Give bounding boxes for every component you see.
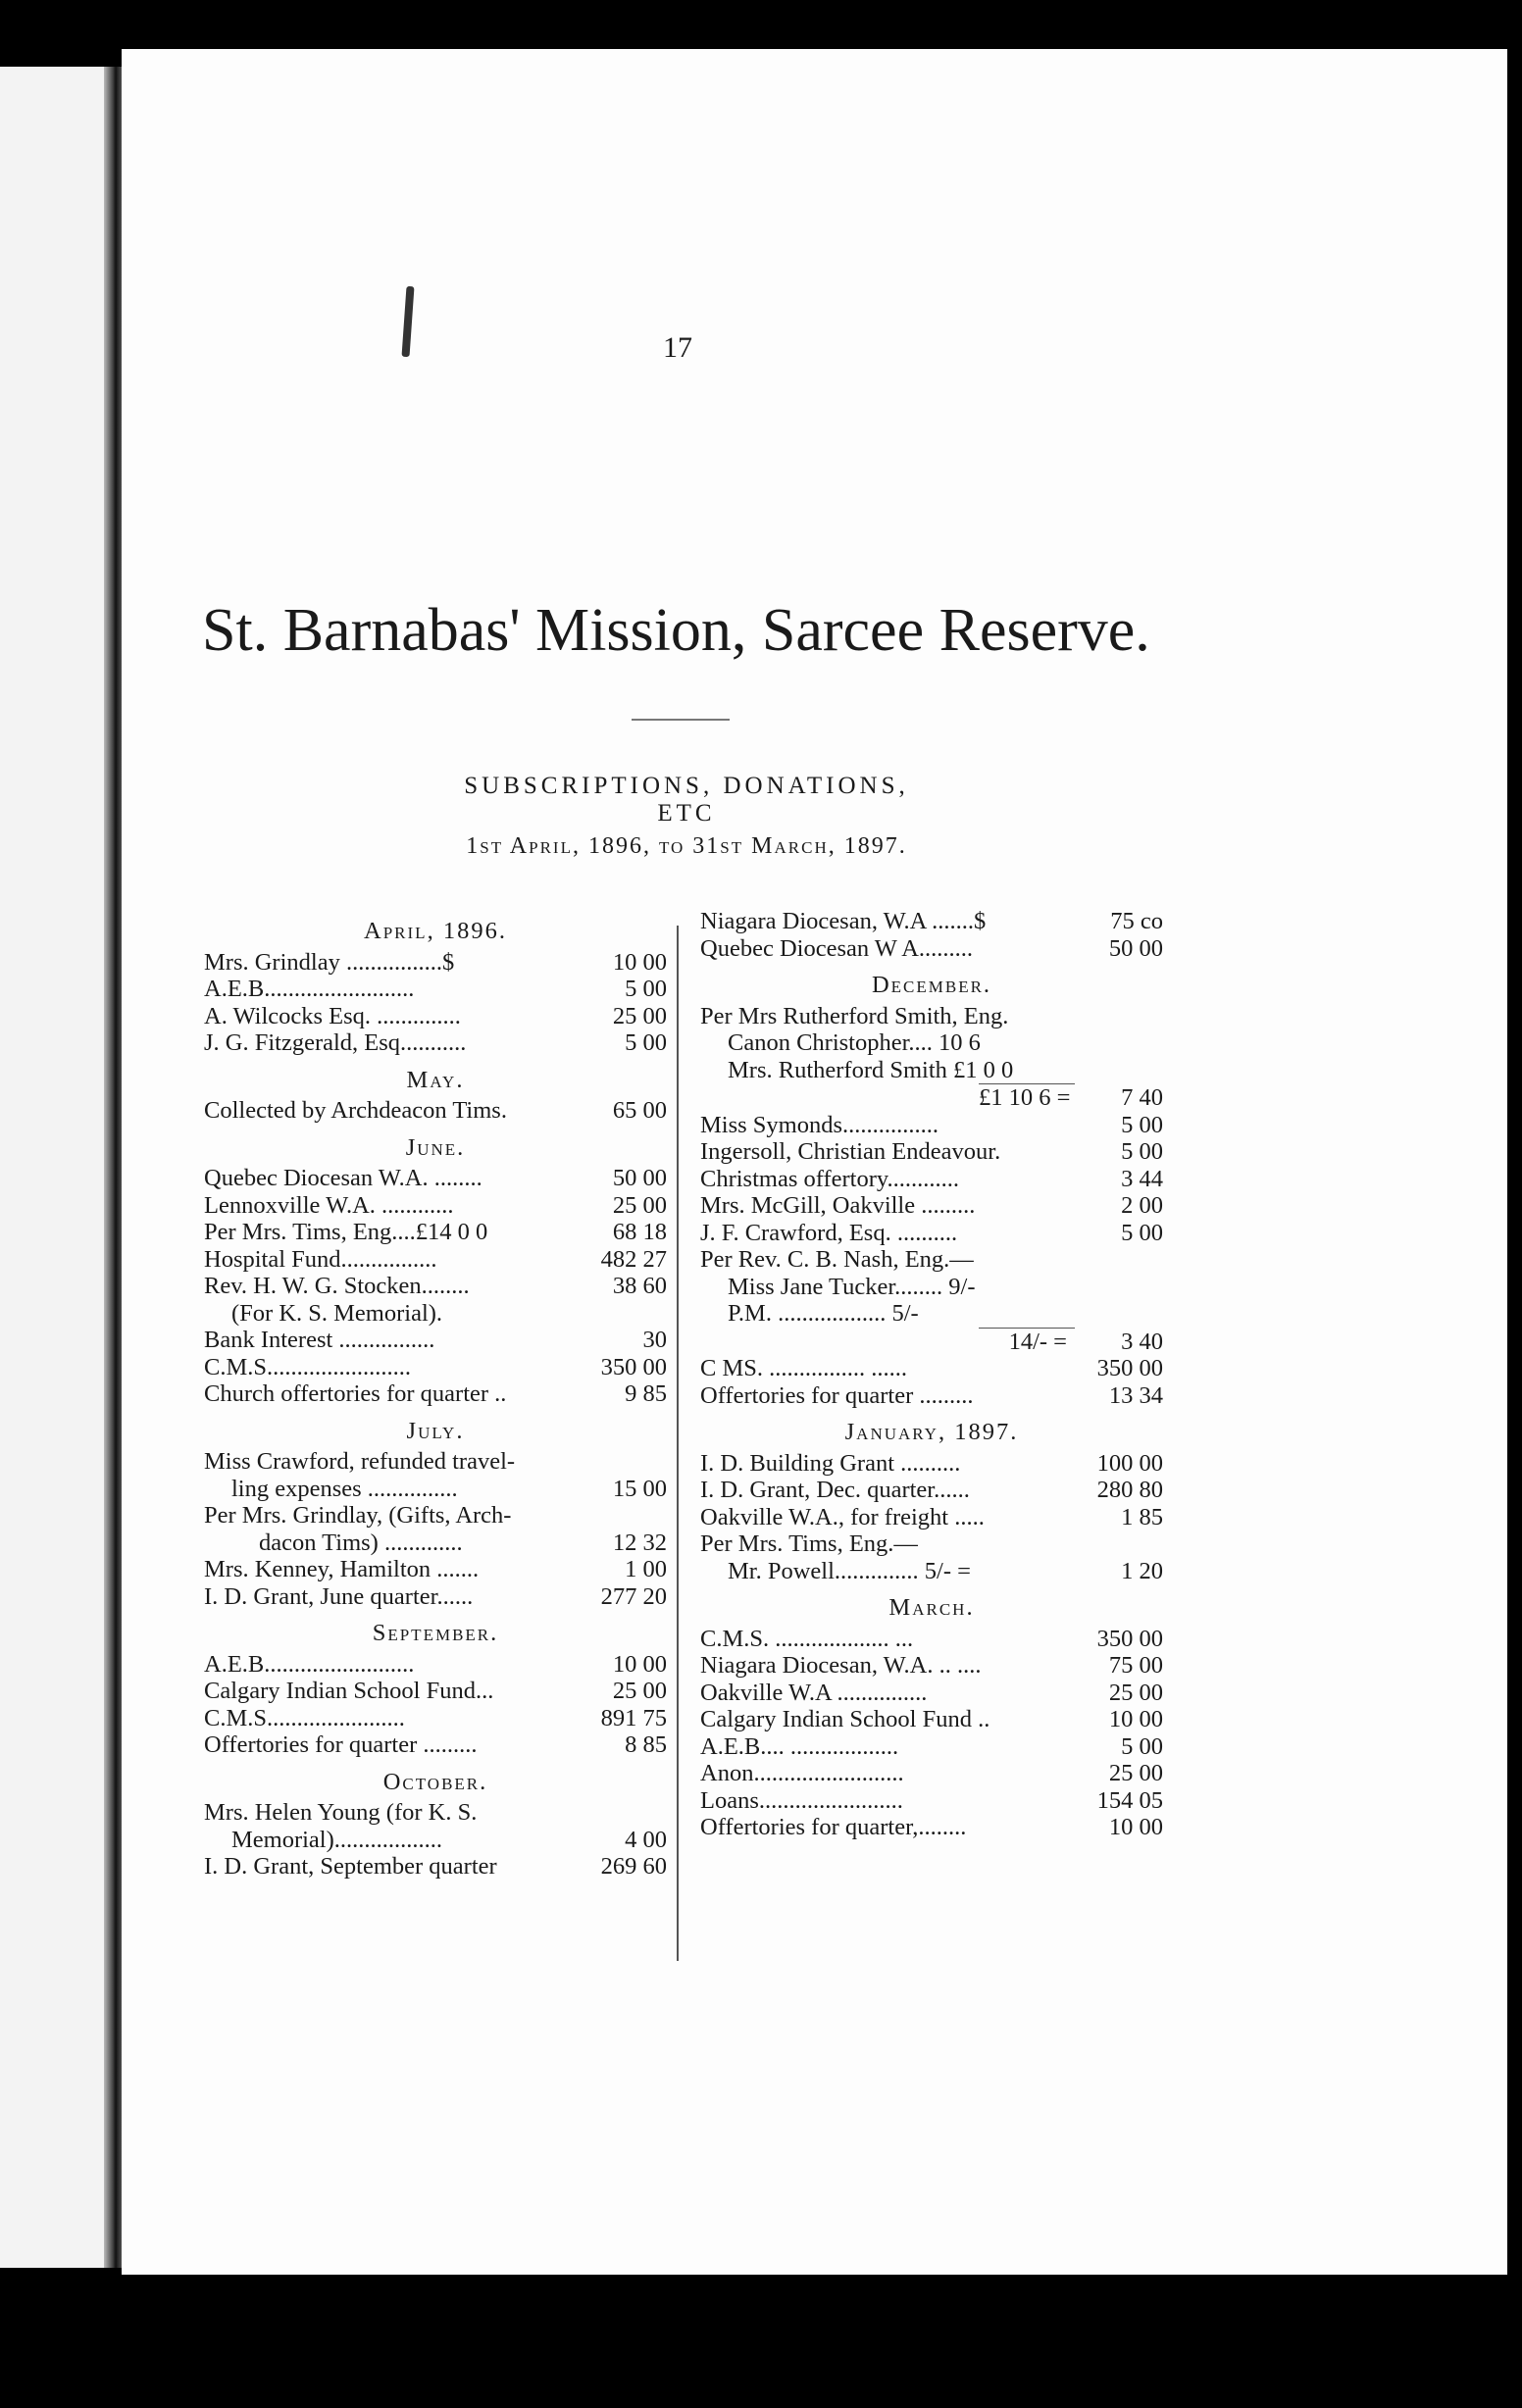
entry-label: Mrs. Kenney, Hamilton .......: [204, 1556, 480, 1582]
ledger-entry: [204, 1380, 667, 1408]
entry-label: Bank Interest ................: [204, 1327, 435, 1353]
entry-label: A.E.B.........................: [204, 1650, 415, 1678]
entry-amount: 350 00: [1096, 1625, 1163, 1652]
entry-amount: 5 00: [1121, 1138, 1163, 1165]
entry-label: I. D. Grant, June quarter......: [204, 1582, 474, 1610]
entry-amount: 15 00: [612, 1475, 667, 1502]
entry-amount: 3 40: [1121, 1328, 1163, 1355]
entry-label: Per Mrs. Tims, Eng.—: [700, 1530, 918, 1557]
entry-amount: 5 00: [1121, 1732, 1163, 1760]
entry-amount: 25 00: [1108, 1760, 1163, 1786]
ledger-entry: [700, 1450, 1163, 1478]
entry-label: Mrs. Rutherford Smith £1 0 0: [728, 1056, 1014, 1083]
entry-amount: 10 00: [612, 1650, 667, 1678]
entry-label: Loans........................: [700, 1786, 903, 1814]
entry-label: Lennoxville W.A. ............: [204, 1191, 454, 1219]
entry-amount: 8 85: [625, 1731, 667, 1758]
section-heading: SUBSCRIPTIONS, DONATIONS, ETC: [464, 773, 909, 827]
entry-label: Mrs. Helen Young (for K. S.: [204, 1799, 478, 1826]
entry-label: A.E.B.... ..................: [700, 1732, 899, 1760]
entry-label: Memorial)..................: [231, 1826, 443, 1853]
ledger-entry: [204, 1731, 667, 1759]
entry-amount: 2 00: [1121, 1192, 1163, 1219]
ledger-entry: [204, 1219, 667, 1246]
entry-amount: 277 20: [600, 1582, 667, 1610]
entry-amount: 30: [642, 1327, 667, 1353]
ledger-section-heading: March.: [888, 1594, 975, 1621]
ledger-entry: [204, 1678, 667, 1705]
ledger-entry: [204, 1651, 667, 1679]
ledger-entry: [204, 1448, 667, 1476]
entry-label: I. D. Grant, September quarter: [204, 1853, 497, 1880]
entry-label: Offertories for quarter,........: [700, 1814, 967, 1840]
entry-amount: 1 00: [625, 1556, 667, 1582]
entry-label: Oakville W.A ...............: [700, 1679, 928, 1706]
entry-label: dacon Tims) .............: [259, 1529, 463, 1556]
ledger-entry: [204, 1799, 667, 1827]
entry-label: Calgary Indian School Fund ..: [700, 1706, 990, 1732]
left-ledger-column: [204, 908, 667, 1881]
entry-amount: 10 00: [1108, 1706, 1163, 1732]
entry-amount: 482 27: [600, 1245, 667, 1273]
entry-label: Christmas offertory............: [700, 1165, 960, 1192]
ledger-entry: [700, 1382, 1163, 1410]
entry-label: C.M.S........................: [204, 1353, 412, 1380]
ledger-entry: [700, 1814, 1163, 1841]
ledger-entry: [700, 1328, 1163, 1356]
ledger-entry: [204, 1827, 667, 1854]
entry-amount: 154 05: [1096, 1786, 1163, 1814]
ledger-entry: [700, 935, 1163, 963]
ledger-entry: [700, 1083, 1163, 1112]
ledger-entry: [204, 1273, 667, 1300]
ledger-section-heading: April, 1896.: [364, 918, 507, 944]
entry-amount: 10 00: [1108, 1814, 1163, 1840]
book-gutter: [104, 67, 124, 2268]
ledger-entry: [204, 1530, 667, 1557]
entry-amount: 280 80: [1096, 1477, 1163, 1503]
entry-amount: 25 00: [612, 1191, 667, 1219]
ledger-entry: [204, 1300, 667, 1328]
entry-label: A. Wilcocks Esq. ..............: [204, 1002, 461, 1029]
ledger-entry: [700, 1477, 1163, 1504]
page-title: St. Barnabas' Mission, Sarcee Reserve.: [202, 597, 1150, 664]
ledger-entry: [700, 1274, 1163, 1301]
ledger-section-heading: December.: [871, 972, 992, 998]
entry-amount: 3 44: [1121, 1165, 1163, 1192]
ledger-entry: [700, 1626, 1163, 1653]
entry-label: I. D. Grant, Dec. quarter......: [700, 1477, 970, 1503]
entry-label: Per Mrs. Grindlay, (Gifts, Arch-: [204, 1502, 512, 1529]
entry-label: C.M.S.......................: [204, 1704, 405, 1731]
page-number: 17: [663, 331, 692, 364]
entry-amount: 25 00: [612, 1678, 667, 1704]
entry-label: Rev. H. W. G. Stocken........: [204, 1273, 470, 1299]
ledger-entry: [700, 1192, 1163, 1220]
ledger-entry: [204, 1165, 667, 1192]
entry-amount: 1 85: [1121, 1503, 1163, 1530]
entry-amount: 269 60: [600, 1853, 667, 1880]
entry-amount: 1 20: [1121, 1557, 1163, 1584]
entry-amount: 65 00: [612, 1097, 667, 1124]
ledger-entry: [700, 1558, 1163, 1585]
ledger-entry: [700, 1166, 1163, 1193]
entry-label: Quebec Diocesan W.A. ........: [204, 1165, 482, 1191]
ledger-entry: [700, 1787, 1163, 1815]
ledger-entry: [204, 1097, 667, 1125]
entry-label: Hospital Fund................: [204, 1245, 437, 1273]
entry-label: Niagara Diocesan, W.A. .. ....: [700, 1652, 982, 1679]
entry-label: Mr. Powell.............. 5/- =: [728, 1557, 971, 1584]
entry-label: Mrs. McGill, Oakville .........: [700, 1192, 976, 1219]
entry-label: (For K. S. Memorial).: [231, 1299, 443, 1327]
entry-amount: 50 00: [1108, 934, 1163, 962]
ledger-entry: [700, 1530, 1163, 1558]
entry-amount: 10 00: [612, 948, 667, 976]
ledger-entry: [204, 1327, 667, 1354]
entry-label: C.M.S. ................... ...: [700, 1625, 914, 1652]
ledger-entry: [700, 1504, 1163, 1531]
entry-amount: 5 00: [625, 976, 667, 1002]
entry-label: Mrs. Grindlay ................$: [204, 948, 455, 976]
entry-amount: 25 00: [612, 1002, 667, 1029]
ledger-entry: [700, 908, 1163, 935]
ledger-entry: [700, 1112, 1163, 1139]
ledger-entry: [204, 1476, 667, 1503]
entry-label: Miss Symonds................: [700, 1111, 939, 1138]
entry-label: Per Rev. C. B. Nash, Eng.—: [700, 1246, 974, 1273]
entry-label: Anon.........................: [700, 1760, 904, 1786]
ledger-entry: [204, 1192, 667, 1220]
ledger-entry: [204, 1502, 667, 1530]
entry-label: Per Mrs. Tims, Eng....£14 0 0: [204, 1219, 488, 1245]
ledger-section-heading: October.: [382, 1768, 488, 1795]
entry-amount: 25 00: [1108, 1679, 1163, 1706]
entry-amount: 7 40: [1121, 1084, 1163, 1111]
entry-amount: 9 85: [625, 1380, 667, 1407]
ledger-entry: [700, 1138, 1163, 1166]
ledger-entry: [204, 1583, 667, 1611]
entry-amount: 68 18: [612, 1219, 667, 1245]
entry-amount: 5 00: [1121, 1219, 1163, 1246]
entry-label: P.M. .................. 5/-: [728, 1300, 919, 1327]
right-ledger-column: [700, 908, 1163, 1841]
ledger-entry: [204, 1705, 667, 1732]
ledger-section-heading: July.: [406, 1417, 465, 1444]
entry-amount: 50 00: [612, 1165, 667, 1191]
entry-label: Oakville W.A., for freight .....: [700, 1503, 985, 1530]
ledger-entry: [204, 1003, 667, 1030]
column-divider: [677, 926, 679, 1961]
ledger-section-heading: January, 1897.: [844, 1419, 1019, 1445]
entry-subtotal: 14/- =: [979, 1328, 1075, 1356]
ledger-entry: [700, 1246, 1163, 1274]
entry-label: Ingersoll, Christian Endeavour.: [700, 1138, 1001, 1165]
ledger-entry: [204, 1853, 667, 1881]
entry-label: Offertories for quarter .........: [204, 1731, 478, 1758]
entry-label: Calgary Indian School Fund...: [204, 1678, 494, 1704]
entry-amount: 12 32: [612, 1529, 667, 1556]
entry-subtotal: £1 10 6 =: [979, 1083, 1075, 1112]
ledger-entry: [700, 1057, 1163, 1084]
entry-amount: 75 co: [1110, 908, 1163, 934]
entry-amount: 13 34: [1108, 1381, 1163, 1409]
ledger-entry: [204, 1354, 667, 1381]
ledger-entry: [700, 1652, 1163, 1680]
entry-label: Canon Christopher.... 10 6: [728, 1029, 981, 1056]
entry-amount: 38 60: [612, 1273, 667, 1299]
entry-label: C MS. ................ ......: [700, 1355, 908, 1381]
ledger-section-heading: May.: [406, 1066, 465, 1093]
entry-label: Miss Jane Tucker........ 9/-: [728, 1273, 976, 1300]
ledger-section-heading: June.: [405, 1133, 466, 1161]
entry-amount: 5 00: [625, 1029, 667, 1056]
entry-label: I. D. Building Grant ..........: [700, 1449, 961, 1477]
ledger-section-heading: September.: [372, 1620, 499, 1646]
entry-amount: 5 00: [1121, 1111, 1163, 1138]
entry-label: Per Mrs Rutherford Smith, Eng.: [700, 1002, 1009, 1029]
entry-amount: 100 00: [1096, 1449, 1163, 1477]
entry-amount: 350 00: [600, 1353, 667, 1380]
entry-label: Miss Crawford, refunded travel-: [204, 1448, 516, 1475]
entry-label: Collected by Archdeacon Tims.: [204, 1097, 507, 1124]
ledger-entry: [700, 1355, 1163, 1382]
ledger-entry: [700, 1706, 1163, 1733]
ledger-entry: [700, 1733, 1163, 1761]
period-line: 1st April, 1896, to 31st March, 1897.: [466, 833, 907, 859]
ledger-entry: [700, 1300, 1163, 1328]
entry-amount: 4 00: [625, 1826, 667, 1853]
entry-label: Niagara Diocesan, W.A .......$: [700, 908, 987, 934]
left-page-edge: [0, 67, 116, 2268]
entry-amount: 75 00: [1108, 1652, 1163, 1679]
ledger-entry: [204, 949, 667, 977]
ledger-entry: [204, 1556, 667, 1583]
title-rule: [632, 719, 730, 721]
ledger-entry: [700, 1029, 1163, 1057]
ledger-entry: [204, 1029, 667, 1057]
entry-amount: 350 00: [1096, 1355, 1163, 1381]
ledger-entry: [700, 1760, 1163, 1787]
ledger-entry: [700, 1680, 1163, 1707]
ledger-entry: [204, 976, 667, 1003]
entry-label: A.E.B.........................: [204, 976, 415, 1002]
entry-label: J. G. Fitzgerald, Esq...........: [204, 1029, 467, 1056]
entry-amount: 891 75: [600, 1704, 667, 1731]
ledger-entry: [700, 1220, 1163, 1247]
ledger-entry: [204, 1246, 667, 1274]
entry-label: J. F. Crawford, Esq. ..........: [700, 1219, 958, 1246]
entry-label: ling expenses ...............: [231, 1475, 458, 1502]
entry-label: Offertories for quarter .........: [700, 1381, 974, 1409]
entry-label: Church offertories for quarter ..: [204, 1380, 507, 1407]
entry-label: Quebec Diocesan W A.........: [700, 934, 974, 962]
ledger-entry: [700, 1003, 1163, 1030]
